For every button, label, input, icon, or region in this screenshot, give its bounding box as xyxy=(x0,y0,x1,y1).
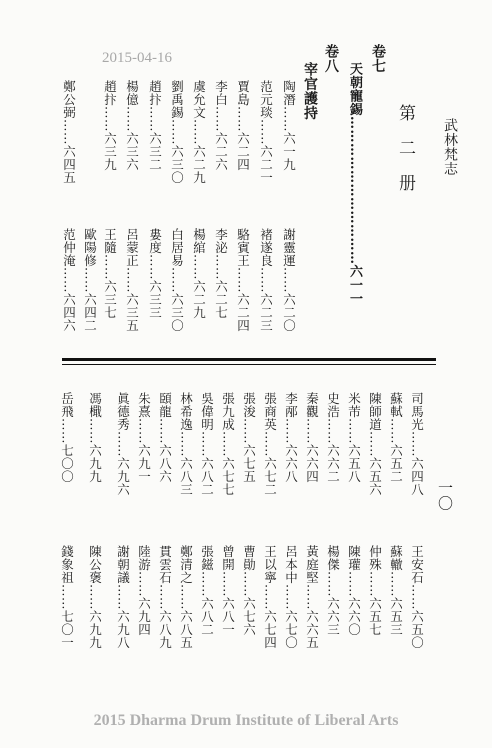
entry: 白居易……六三〇 xyxy=(169,228,185,332)
scroll8-label: 卷八 xyxy=(323,44,339,73)
entry: 錢象祖……七〇一 xyxy=(59,545,75,649)
entry: 史浩……六六二 xyxy=(325,392,341,483)
entry: 楊傑……六六三 xyxy=(325,545,341,636)
scroll8-heading: 宰官護持 xyxy=(302,62,318,120)
entry: 張浚……六七五 xyxy=(241,392,257,483)
entry: 楊綰……六二九 xyxy=(191,228,207,319)
entry: 趙抃……六三九 xyxy=(102,80,118,171)
entry: 劉禹錫……六三〇 xyxy=(169,80,185,184)
entry: 朱熹……六九一 xyxy=(136,392,152,483)
entry: 李邴……六六八 xyxy=(283,392,299,483)
entry: 黃庭堅……六六五 xyxy=(304,545,320,649)
entry: 虞允文……六二九 xyxy=(191,80,207,184)
entry: 張九成……六七七 xyxy=(220,392,236,496)
entry: 蘇轍……六五三 xyxy=(388,545,404,636)
entry: 呂蒙正……六三五 xyxy=(124,228,140,332)
entry: 賈島……六二四 xyxy=(235,80,251,171)
entry: 貫雲石……六八九 xyxy=(157,545,173,649)
entry: 褚遂良……六二三 xyxy=(258,228,274,332)
entry: 林希逸……六八三 xyxy=(178,392,194,496)
watermark-date: 2015-04-16 xyxy=(102,50,172,66)
entry: 駱賓王……六二四 xyxy=(235,228,251,332)
footer-watermark: 2015 Dharma Drum Institute of Liberal Arts xyxy=(93,712,399,729)
entry: 馮檝……六九九 xyxy=(87,392,103,483)
entry: 曹勛……六七六 xyxy=(241,545,257,636)
entry: 蘇軾……六五二 xyxy=(388,392,404,483)
entry: 陶潛……六一九 xyxy=(281,80,297,171)
entry: 李泌……六二七 xyxy=(213,228,229,319)
entry: 婁度……六三三 xyxy=(147,228,163,319)
entry: 呂本中……六七〇 xyxy=(283,545,299,649)
book-title: 武林梵志 xyxy=(442,118,458,176)
entry: 陳公褒……六九九 xyxy=(87,545,103,649)
entry: 米芾……六五八 xyxy=(346,392,362,483)
entry: 曾開……六八一 xyxy=(220,545,236,636)
entry: 趙抃……六三二 xyxy=(147,80,163,171)
entry: 岳飛……七〇〇 xyxy=(59,392,75,483)
entry: 張商英……六七二 xyxy=(262,392,278,496)
entry: 陳瓘……六六〇 xyxy=(346,545,362,636)
entry: 頣龍……六八六 xyxy=(157,392,173,483)
entry: 陳師道……六五六 xyxy=(367,392,383,496)
entry: 吳偉明……六八二 xyxy=(199,392,215,496)
entry: 眞德秀……六九六 xyxy=(115,392,131,496)
entry: 范元琰……六二一 xyxy=(258,80,274,184)
entry: 張鎡……六八二 xyxy=(199,545,215,636)
section-divider-thin xyxy=(62,364,436,365)
entry: 王隨……六三七 xyxy=(102,228,118,319)
entry: 楊億……六三六 xyxy=(124,80,140,171)
entry: 陸游……六九四 xyxy=(136,545,152,636)
entry: 司馬光……六四八 xyxy=(409,392,425,496)
entry: 謝朝議……六九八 xyxy=(115,545,131,649)
scroll7-label: 卷七 xyxy=(370,44,386,73)
entry: 仲殊……六五七 xyxy=(367,545,383,636)
entry: 秦觀……六六四 xyxy=(304,392,320,483)
entry: 李白……六二六 xyxy=(213,80,229,171)
page-number: 一〇 xyxy=(436,480,454,511)
scroll7-heading: 天朝寵錫……………………………六一一 xyxy=(347,62,362,305)
entry: 鄭清之……六八五 xyxy=(178,545,194,649)
volume-label: 第 二 册 xyxy=(395,104,415,192)
entry: 歐陽修……六四二 xyxy=(82,228,98,332)
entry: 范仲淹……六四六 xyxy=(61,228,77,332)
section-divider xyxy=(62,358,436,361)
entry: 謝靈運……六二〇 xyxy=(281,228,297,332)
entry: 王安石……六五〇 xyxy=(409,545,425,649)
entry: 王以寧……六七四 xyxy=(262,545,278,649)
entry: 鄭公弼……六四五 xyxy=(61,80,77,184)
